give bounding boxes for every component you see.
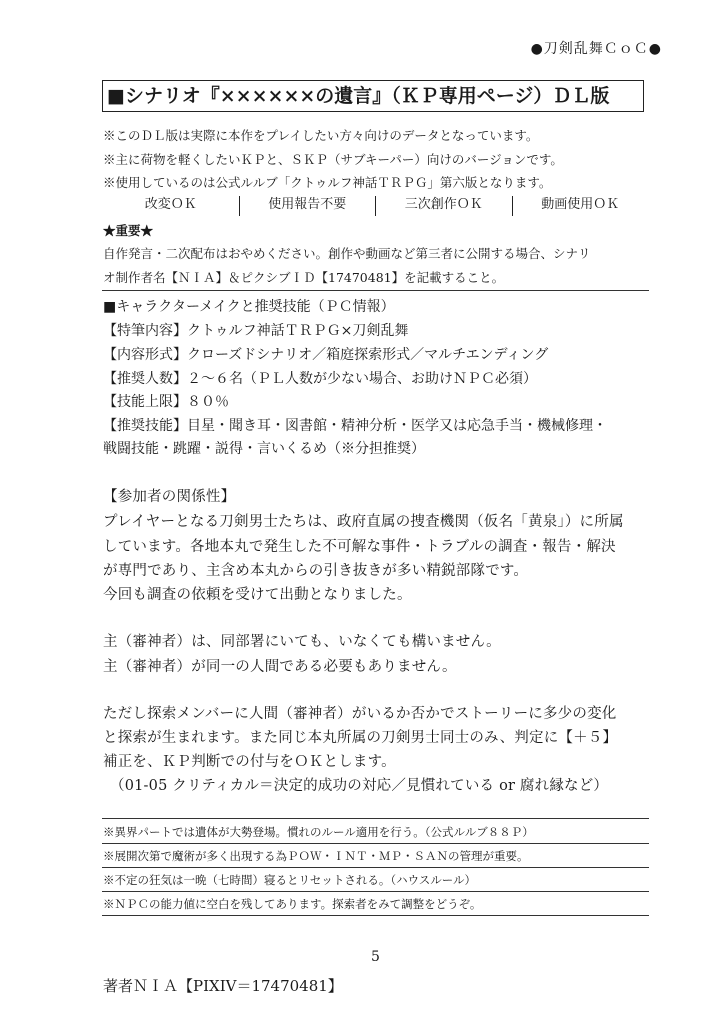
note-line: ※異界パートでは遺体が大勢登場。慣れのルール適用を行う。（公式ルルブ８８Ｐ）: [103, 825, 534, 839]
relation-line: プレイヤーとなる刀剣男士たちは、政府直属の捜査機関（仮名「黄泉」）に所属: [103, 514, 624, 530]
info-line: 【特筆内容】クトゥルフ神話ＴＲＰＧ×刀剣乱舞: [103, 323, 409, 339]
relation-line: 今回も調査の依頼を受けて出動となりました。: [103, 587, 412, 603]
master-line: 主（審神者）は、同部署にいても、いなくても構いません。: [103, 634, 501, 650]
note-line: ※展開次第で魔術が多く出現する為ＰＯＷ・ＩＮＴ・ＭＰ・ＳＡＮの管理が重要。: [103, 849, 529, 863]
story-line: 補正を、ＫＰ判断での付与をＯＫとします。: [103, 754, 396, 770]
divider: [102, 867, 649, 868]
relation-heading: 【参加者の関係性】: [103, 489, 236, 505]
relation-line: しています。各地本丸で発生した不可解な事件・トラブルの調査・報告・解決: [103, 539, 616, 555]
master-line: 主（審神者）が同一の人間である必要もありません。: [103, 659, 457, 675]
page-title: ■シナリオ『××××××の遺言』（ＫＰ専用ページ）ＤＬ版: [102, 80, 644, 112]
important-line: 自作発言・二次配布はおやめください。創作や動画など第三者に公開する場合、シナリ: [103, 246, 591, 261]
note-line: ※ＮＰＣの能力値に空白を残してあります。探索者をみて調整をどうぞ。: [103, 897, 482, 911]
relation-line: が専門であり、主含め本丸からの引き抜きが多い精鋭部隊です。: [103, 563, 529, 579]
divider: [102, 891, 649, 892]
important-heading: ★重要★: [103, 223, 154, 238]
author-credit: 著者ＮＩＡ【PIXIV＝17470481】: [103, 977, 343, 995]
intro-line: ※使用しているのは公式ルルブ「クトゥルフ神話ＴＲＰＧ」第六版となります。: [103, 175, 552, 190]
story-line: ただし探索メンバーに人間（審神者）がいるか否かでストーリーに多少の変化: [103, 706, 617, 722]
permission-row: [103, 196, 648, 216]
permission-derivative: 三次創作ＯＫ: [376, 196, 513, 216]
divider: [102, 818, 649, 819]
story-line: と探索が生まれます。また同じ本丸所属の刀剣男士同士のみ、判定に【＋５】: [103, 730, 618, 746]
divider: [102, 843, 649, 844]
permission-report: 使用報告不要: [240, 196, 377, 216]
header-tag: ●刀剣乱舞ＣｏＣ●: [530, 41, 662, 57]
info-line: 【推奨技能】目星・聞き耳・図書館・精神分析・医学又は応急手当・機械修理・: [103, 418, 607, 434]
story-line: （01-05 クリティカル＝決定的成功の対応／見慣れている or 腐れ縁など）: [110, 778, 609, 794]
important-line: オ制作者名【ＮＩＡ】＆ピクシブＩＤ【17470481】を記載すること。: [103, 270, 505, 285]
permission-edit: 改変ＯＫ: [103, 196, 240, 216]
divider: [102, 915, 649, 916]
divider: [102, 290, 649, 291]
info-line: 戦闘技能・跳躍・説得・言いくるめ（※分担推奨）: [103, 441, 425, 457]
page-number: 5: [371, 949, 380, 965]
info-line: 【推奨人数】２～６名（ＰＬ人数が少ない場合、お助けＮＰＣ必須）: [103, 371, 537, 387]
info-line: 【内容形式】クローズドシナリオ／箱庭探索形式／マルチエンディング: [103, 347, 549, 363]
intro-line: ※主に荷物を軽くしたいＫＰと、ＳＫＰ（サブキーパー）向けのバージョンです。: [103, 152, 563, 167]
note-line: ※不定の狂気は一晩（七時間）寝るとリセットされる。（ハウスルール）: [103, 873, 477, 887]
info-line: 【技能上限】８０％: [103, 394, 229, 410]
info-heading: ■キャラクターメイクと推奨技能（ＰＣ情報）: [103, 299, 395, 315]
permission-video: 動画使用ＯＫ: [541, 197, 620, 212]
intro-line: ※このＤＬ版は実際に本作をプレイしたい方々向けのデータとなっています。: [103, 128, 539, 143]
